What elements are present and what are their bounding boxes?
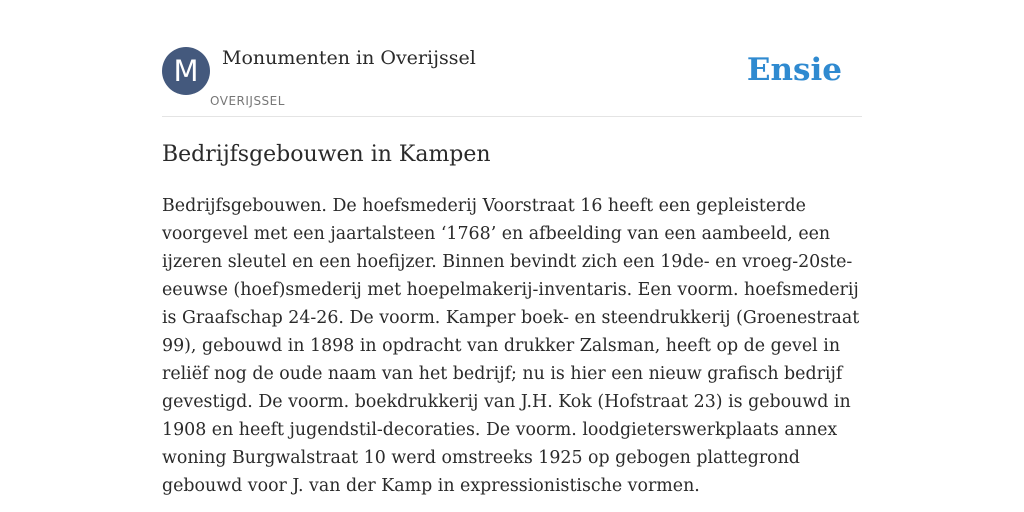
- brand-logo-link[interactable]: Ensie: [746, 52, 842, 88]
- article-title: Bedrijfsgebouwen in Kampen: [162, 142, 491, 167]
- avatar[interactable]: M: [162, 47, 210, 95]
- article-header: [162, 0, 862, 117]
- article-card: [162, 0, 862, 512]
- source-title[interactable]: Monumenten in Overijssel: [222, 47, 476, 69]
- article-body: Bedrijfsgebouwen. De hoefsmederij Voorstraat 16 heeft een gepleisterde voorgevel met een jaartalsteen ‘1768’ en afbeelding van een aambeeld, een ijzeren sleutel en een hoefijzer. Binnen bevindt zich een 19de- en vroeg-20ste-eeuwse (hoef)smederij met hoepelmakerij-inventaris. Een voorm. hoefsmederij is Graafschap 24-26. De voorm. Kamper boek- en steendrukkerij (Groenestraat 99), gebouwd in 1898 in opdracht van drukker Zalsman, heeft op de gevel in reliëf nog de oude naam van het bedrijf; nu is hier een nieuw grafisch bedrijf gevestigd. De voorm. boekdrukkerij van J.H. Kok (Hofstraat 23) is gebouwd in 1908 en heeft jugendstil-decoraties. De voorm. loodgieterswerkplaats annex woning Burgwalstraat 10 werd omstreeks 1925 op gebogen plattegrond gebouwd voor J. van der Kamp in expressionistische vormen.: [162, 196, 860, 496]
- source-tag-link[interactable]: OVERIJSSEL: [210, 94, 285, 108]
